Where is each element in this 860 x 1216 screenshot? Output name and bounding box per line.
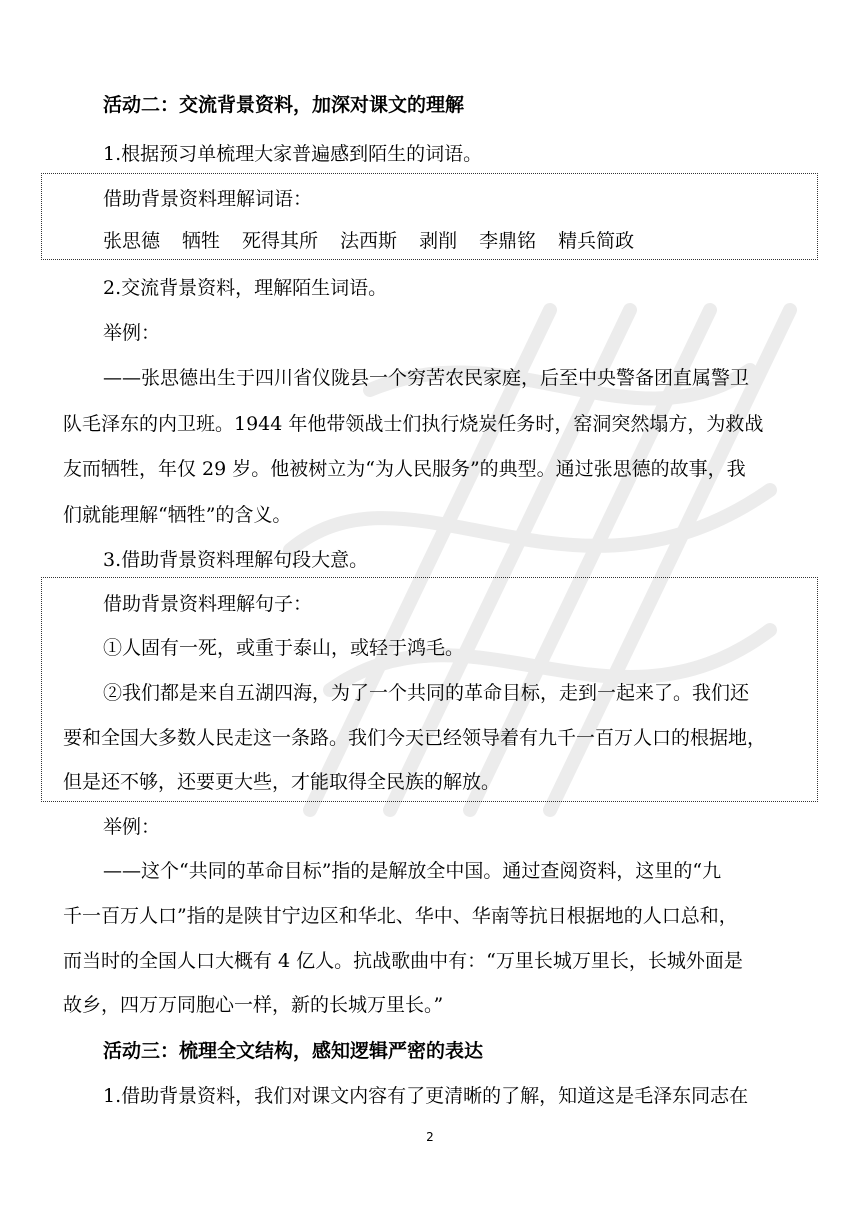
vocab-word: 精兵简政 [558, 230, 635, 252]
example-label: 举例： [103, 816, 161, 838]
activity2-heading: 活动二：交流背景资料，加深对课文的理解 [103, 94, 465, 116]
vocab-box-title: 借助背景资料理解词语： [103, 188, 313, 210]
example2-line: 故乡，四万万同胞心一样，新的长城万里长。” [63, 994, 444, 1016]
example-label: 举例： [103, 322, 161, 344]
sentence-2-line: ②我们都是来自五湖四海，为了一个共同的革命目标，走到一起来了。我们还 [103, 682, 750, 704]
sentence-2-line: 但是还不够，还要更大些，才能取得全民族的解放。 [63, 771, 501, 793]
activity3-heading: 活动三：梳理全文结构，感知逻辑严密的表达 [103, 1040, 484, 1062]
item-2: 2.交流背景资料，理解陌生词语。 [103, 277, 388, 299]
item-3: 3.借助背景资料理解句段大意。 [103, 549, 369, 571]
example2-line: 而当时的全国人口大概有 4 亿人。抗战歌曲中有：“万里长城万里长，长城外面是 [63, 950, 743, 972]
sentence-box-title: 借助背景资料理解句子： [103, 593, 313, 615]
item-1: 1.根据预习单梳理大家普遍感到陌生的词语。 [103, 143, 483, 165]
sentence-2-line: 要和全国大多数人民走这一条路。我们今天已经领导着有九千一百万人口的根据地， [63, 727, 767, 749]
vocab-word: 死得其所 [242, 230, 319, 252]
example1-line: 队毛泽东的内卫班。1944 年他带领战士们执行烧炭任务时，窑洞突然塌方，为救战 [63, 413, 764, 435]
vocab-word: 张思德 [103, 230, 161, 252]
vocab-word: 李鼎铭 [479, 230, 537, 252]
vocab-word: 牺牲 [182, 230, 221, 252]
vocab-word: 剥削 [419, 230, 458, 252]
example1-line: 们就能理解“牺牲”的含义。 [63, 504, 292, 526]
vocab-word-list [103, 228, 803, 254]
item-3-1: 1.借助背景资料，我们对课文内容有了更清晰的了解，知道这是毛泽东同志在 [103, 1085, 749, 1107]
vocab-word: 法西斯 [340, 230, 398, 252]
example2-line: ——这个“共同的革命目标”指的是解放全中国。通过查阅资料，这里的“九 [103, 860, 722, 882]
example2-line: 千一百万人口”指的是陕甘宁边区和华北、华中、华南等抗日根据地的人口总和， [63, 905, 738, 927]
example1-line: 友而牺牲，年仅 29 岁。他被树立为“为人民服务”的典型。通过张思德的故事，我 [63, 458, 746, 480]
sentence-1: ①人固有一死，或重于泰山，或轻于鸿毛。 [103, 637, 465, 659]
page-number: 2 [426, 1130, 434, 1144]
example1-line: ——张思德出生于四川省仪陇县一个穷苦农民家庭，后至中央警备团直属警卫 [103, 367, 750, 389]
